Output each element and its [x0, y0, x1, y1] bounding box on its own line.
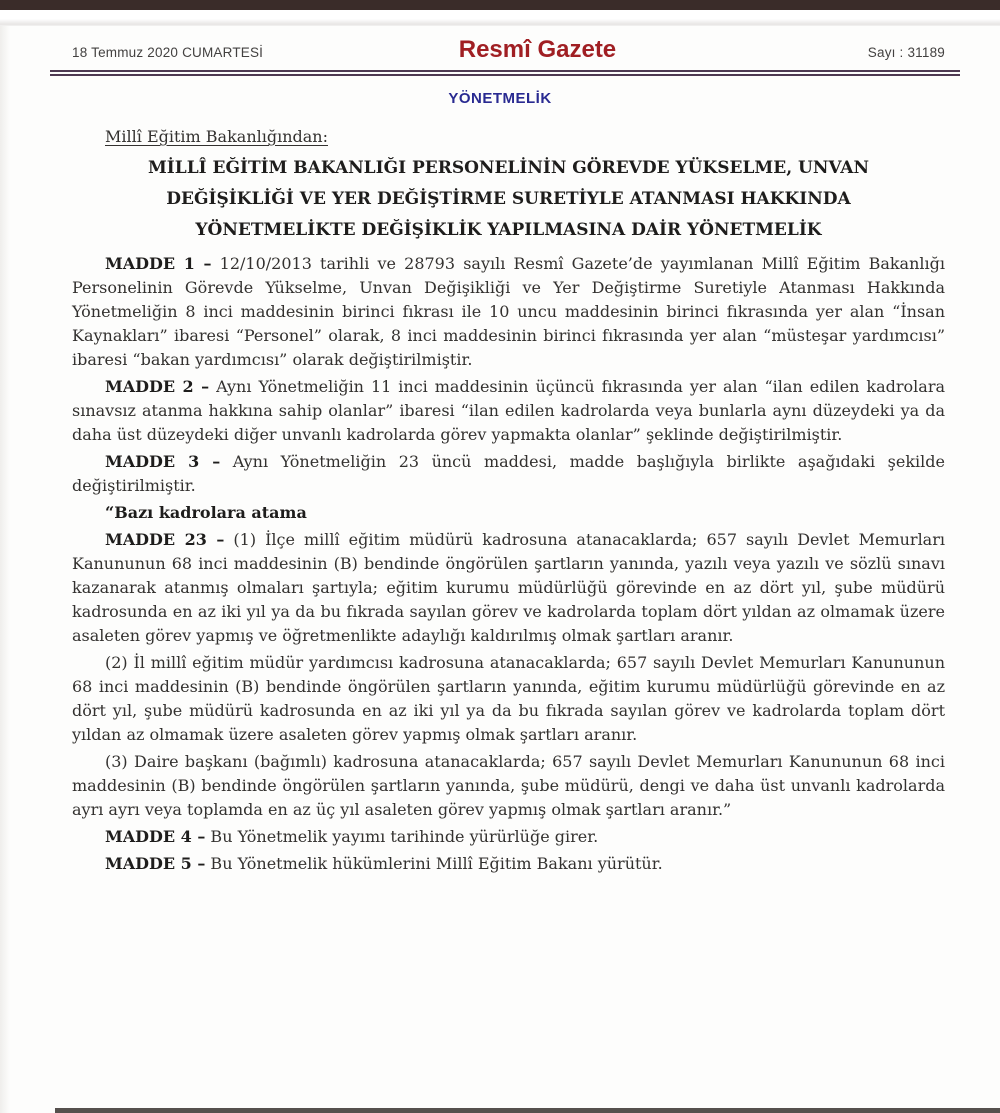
article-label: MADDE 4 – [105, 827, 206, 846]
masthead-title: Resmî Gazete [458, 36, 617, 63]
article-label: MADDE 23 – [105, 530, 225, 549]
regulation-title-line: YÖNETMELİKTE DEĞİŞİKLİK YAPILMASINA DAİR YÖNETMELİK [195, 220, 822, 240]
article-paragraph: MADDE 23 – (1) İlçe millî eğitim müdürü kadrosuna atanacaklarda; 657 sayılı Devlet Memurları Kanununun 68 inci maddesinin (B) bendinde öngörülen şartların yanında, yazılı veya yazılı ve sözlü sınavı kazanarak atanmış olmaları şartıyla; eğitim kurumu müdürlüğü görevinde en az dört yıl, şube müdürü kadrosunda en az iki yıl ya da bu fıkrada sayılan görev ve kadrolarda toplam dört yıldan az olmamak üzere asaleten görev yapmış ve öğretmenlikte adaylığı kaldırılmış olmak şartları aranır. [72, 530, 945, 645]
regulation-title-line: DEĞİŞİKLİĞİ VE YER DEĞİŞTİRME SURETİYLE ATANMASI HAKKINDA [166, 189, 851, 209]
article-label: MADDE 1 – [105, 254, 212, 273]
article-paragraph: MADDE 1 – 12/10/2013 tarihli ve 28793 sayılı Resmî Gazete’de yayımlanan Millî Eğitim Bakanlığı Personelinin Görevde Yükselme, Unvan Değişikliği ve Yer Değiştirme Suretiyle Atanması Hakkında Yönetmeliğin 8 inci maddesinin birinci fıkrası ile 10 uncu maddesinin birinci fıkrasında yer alan “İnsan Kaynakları” ibaresi “Personel” olarak, 8 inci maddesinin birinci fıkrasında yer alan “müsteşar yardımcısı” ibaresi “bakan yardımcısı” olarak değiştirilmiştir. [72, 254, 945, 369]
article-paragraph [72, 501, 945, 525]
window-top-bar [0, 0, 1000, 10]
masthead [72, 36, 945, 64]
regulation-title-line: MİLLÎ EĞİTİM BAKANLIĞI PERSONELİNİN GÖREVDE YÜKSELME, UNVAN [147, 158, 869, 178]
article-paragraph: (2) İl millî eğitim müdür yardımcısı kadrosuna atanacaklarda; 657 sayılı Devlet Memurları Kanununun 68 inci maddesinin (B) bendinde öngörülen şartların yanında, eğitim kurumu müdürlüğü görevinde en az dört yıl, şube müdürü kadrosunda en az iki yıl ya da bu fıkrada sayılan görev ve kadrolarda toplam dört yıldan az olmamak üzere asaleten görev yapmış olmak şartları aranır. [72, 653, 945, 744]
issuing-authority: Millî Eğitim Bakanlığından: [105, 127, 328, 146]
article-label: MADDE 2 – [105, 377, 210, 396]
regulation-document [72, 125, 945, 876]
page-edge-shadow [0, 10, 1000, 26]
article-label: “Bazı kadrolara atama [105, 503, 307, 522]
regulation-title [72, 153, 945, 246]
masthead-date: 18 Temmuz 2020 CUMARTESİ [72, 45, 264, 60]
gazette-page [0, 10, 1000, 1113]
masthead-issue-number: Sayı : 31189 [867, 45, 945, 60]
section-heading: YÖNETMELİK [448, 90, 552, 107]
article-paragraph: (3) Daire başkanı (bağımlı) kadrosuna atanacaklarda; 657 sayılı Devlet Memurları Kanununun 68 inci maddesinin (B) bendinde öngörülen şartların yanında, şube müdürü, dengi ve daha üst unvanlı kadrolarda ayrı ayrı veya toplamda en az üç yıl asaleten görev yapmış olmak şartları aranır.” [72, 752, 945, 819]
page-left-shadow [0, 26, 10, 1113]
article-paragraph: MADDE 4 – Bu Yönetmelik yayımı tarihinde yürürlüğe girer. [105, 827, 599, 846]
article-paragraphs [72, 252, 945, 876]
article-paragraph: MADDE 5 – Bu Yönetmelik hükümlerini Millî Eğitim Bakanı yürütür. [105, 854, 663, 873]
window-bottom-bar [55, 1108, 1000, 1113]
article-label: MADDE 3 – [105, 452, 221, 471]
article-label: MADDE 5 – [105, 854, 206, 873]
masthead-double-rule [50, 70, 960, 76]
article-paragraph: MADDE 2 – Aynı Yönetmeliğin 11 inci maddesinin üçüncü fıkrasında yer alan “ilan edilen kadrolara sınavsız atanma hakkına sahip olanlar” ibaresi “ilan edilen kadrolarda veya bunlarla aynı düzeydeki ya da daha üst düzeydeki diğer unvanlı kadrolarda görev yapmakta olanlar” şeklinde değiştirilmiştir. [72, 377, 946, 444]
article-paragraph: MADDE 3 – Aynı Yönetmeliğin 23 üncü maddesi, madde başlığıyla birlikte aşağıdaki şekilde değiştirilmiştir. [72, 452, 945, 495]
